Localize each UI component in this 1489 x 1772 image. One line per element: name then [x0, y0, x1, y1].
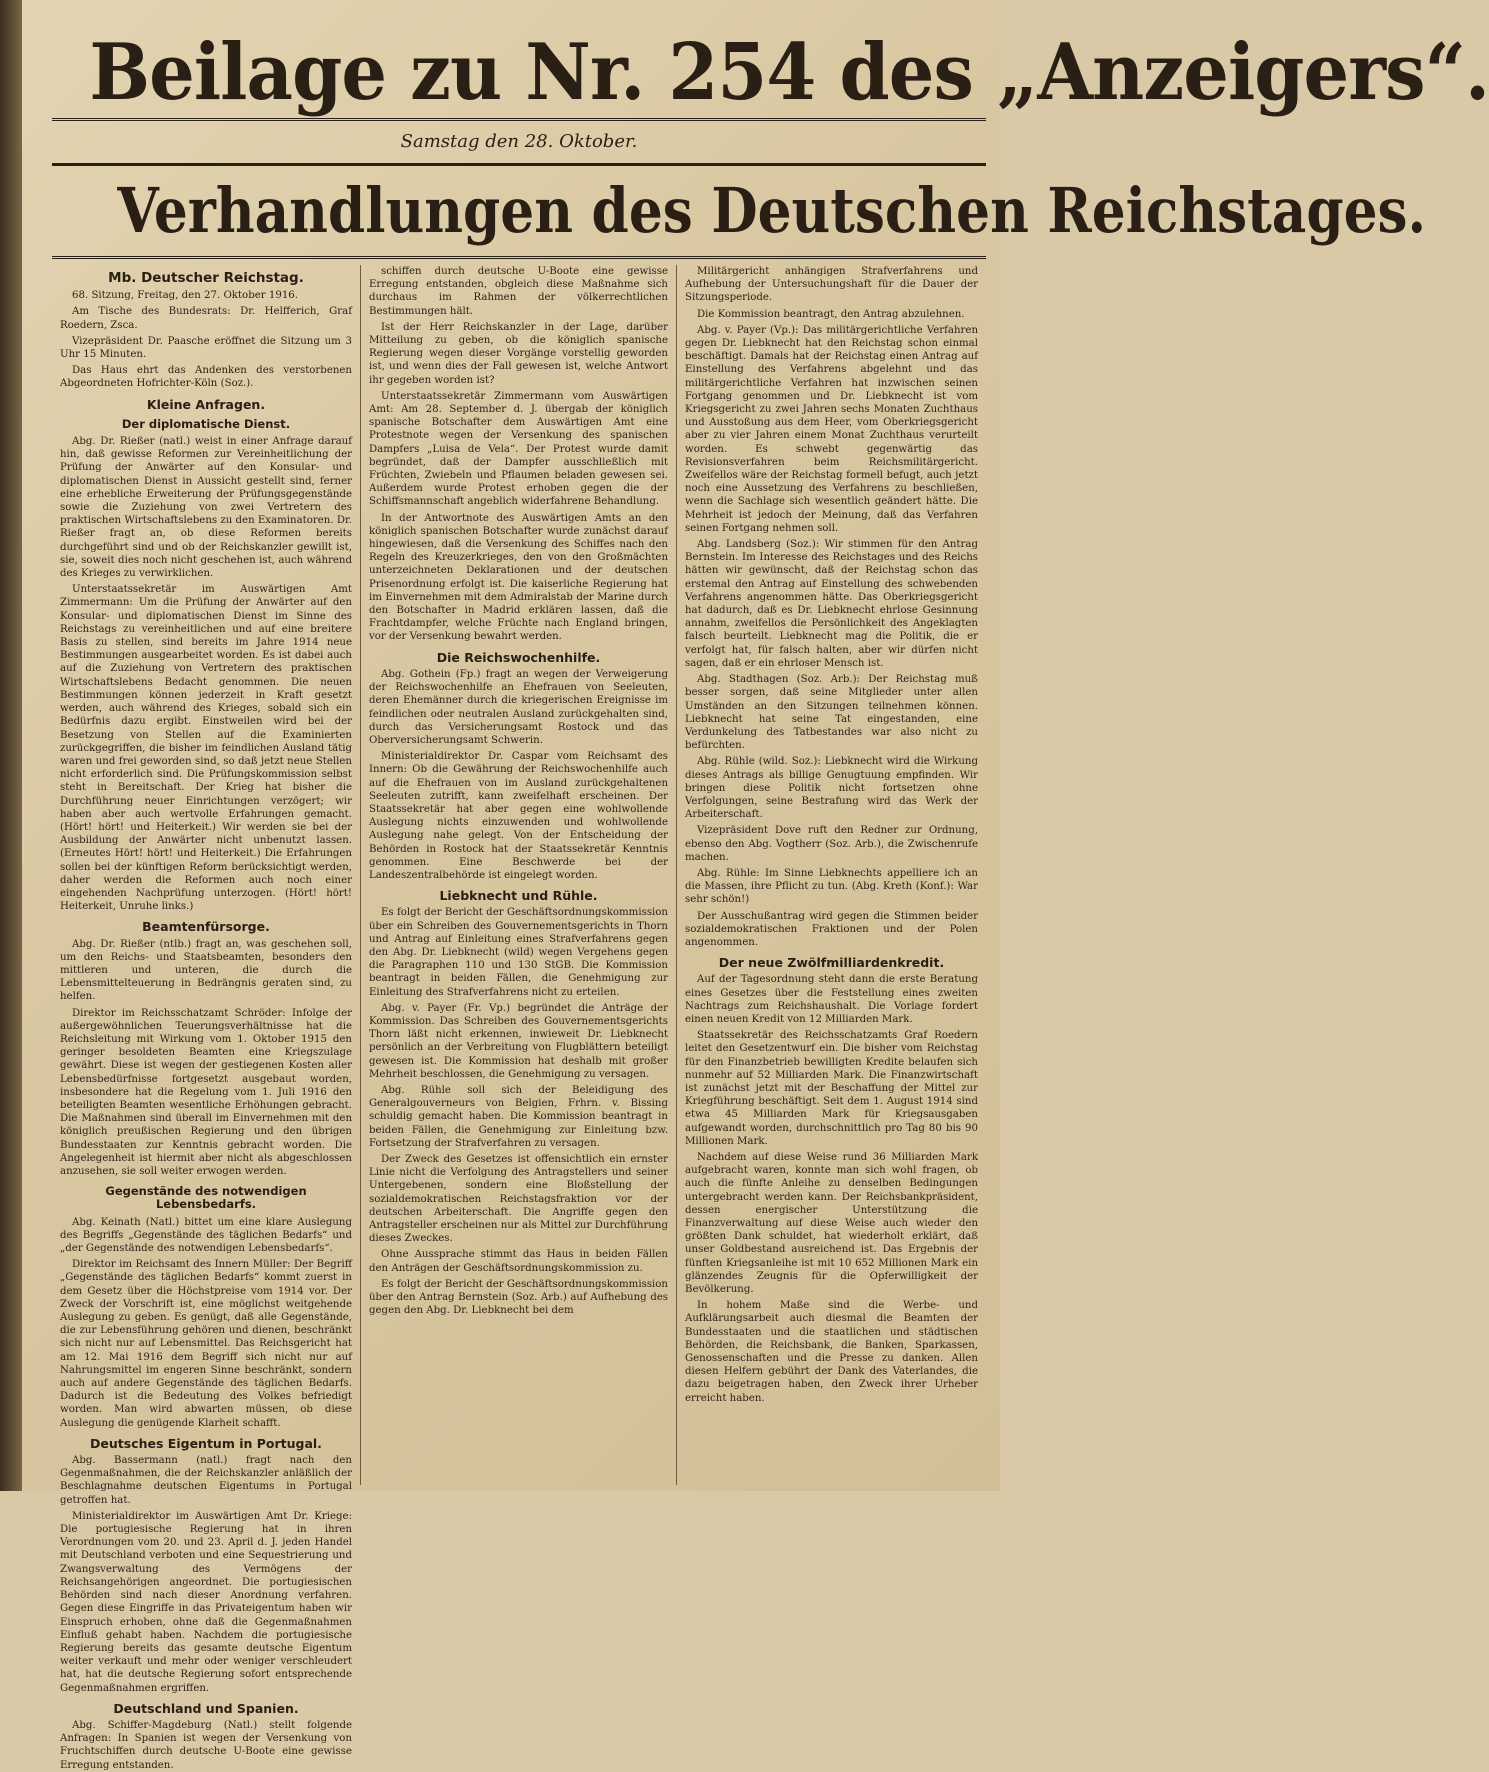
paragraph: Staatssekretär des Reichsschatzamts Graf Roedern leitet den Gesetzentwurf ein. Die bisher vom Reichstag für den Finanzbetrieb bewilligten Kredite belaufen sich nunmehr auf 52 Milliarden Mark. Die Finanzwirtschaft ist zunächst jetzt mit der Beschaffung der Mittel zur Kriegführung beschäftigt. Seit dem 1. August 1914 sind etwa 45 Milliarden Mark für Kriegsausgaben aufgewandt worden, durchschnittlich pro Tag 80 bis 90 Millionen Mark. [685, 1030, 978, 1147]
paragraph: Ministerialdirektor im Auswärtigen Amt Dr. Kriege: Die portugiesische Regierung hat in ihren Verordnungen vom 20. und 23. April d. J. jeden Handel mit Deutschland verboten und eine Sequestrierung und Zwangsverwaltung des Vermögens der Reichsangehörigen angeordnet. Die portugiesischen Behörden sind nach dieser Anordnung verfahren. Gegen diese Eingriffe in das Privateigentum haben wir Einspruch erhoben, ohne daß die Gegenmaßnahmen Einfluß gehabt haben. Nachdem die portugiesische Regierung bereits das gesamte deutsche Eigentum weiter verkauft und mehr oder weniger verschleudert hat, hat die deutsche Regierung sofort entsprechende Gegenmaßnahmen ergriffen. [60, 1510, 352, 1694]
page-headline-box [52, 166, 1427, 259]
paragraph: Direktor im Reichsamt des Innern Müller: Der Begriff „Gegenstände des täglichen Bedarfs“ kommt zuerst in dem Gesetz über die Höchstpreise vom 1914 vor. Der Zweck der Vorschrift ist, eine möglichst weitgehende Auslegung zu geben. Es genügt, daß alle Gegenstände, die zur Lebensführung gehören und dienen, beschränkt sich nicht nur auf Lebensmittel. Das Reichsgericht hat am 12. Mai 1916 dem Begriff sich nicht nur auf Nahrungsmittel im engeren Sinne beschränkt, sondern auch auf andere Gegenstände des täglichen Bedarfs. Dadurch ist die Bedeutung des Volkes befriedigt worden. Man wird abwarten müssen, ob diese Auslegung die genügende Klarheit schafft. [60, 1259, 352, 1429]
masthead-date-row [52, 121, 986, 166]
masthead [52, 0, 1489, 121]
paragraph: Abg. Dr. Rießer (ntlb.) fragt an, was geschehen soll, um den Reichs- und Staatsbeamten, besonders den mittleren und unteren, die durch die Lebensmittelteuerung in Bedrängnis geraten sind, zu helfen. [60, 938, 352, 1003]
section-title: Kleine Anfragen. [146, 396, 266, 412]
paragraph: Ist der Herr Reichskanzler in der Lage, darüber Mitteilung zu geben, ob die königlich spanische Regierung wegen dieser Vorgänge vorstellig geworden ist, und wenn dies der Fall gewesen ist, welche Antwort ihr gegeben worden ist? [369, 321, 668, 386]
paragraph: Militärgericht anhängigen Strafverfahrens und Aufhebung der Untersuchungshaft für die Dauer der Sitzungsperiode. [685, 266, 978, 304]
paragraph: Ministerialdirektor Dr. Caspar vom Reichsamt des Innern: Ob die Gewährung der Reichswochenhilfe auch auf die Ehefrauen von im Ausland zurückgehaltenen Seeleuten zutrifft, kann zweifelhaft erscheinen. Der Staatssekretär hat aber gegen eine wohlwollende Auslegung nichts einzuwenden und wohlwollende Auslegung nahe gelegt. Von der Entscheidung der Behörden in Rostock hat der Staatssekretär Kenntnis genommen. Eine Beschwerde bei der Landeszentralbehörde ist eingelegt worden. [369, 751, 668, 881]
section-title: Beamtenfürsorge. [142, 919, 270, 935]
paragraph: Abg. Gothein (Fp.) fragt an wegen der Verweigerung der Reichswochenhilfe an Ehefrauen von Seeleuten, deren Ehemänner durch die kriegerischen Ereignisse im feindlichen oder neutralen Ausland zurückgehalten sind, durch das Versicherungsamt Rostock und das Oberversicherungsamt Schwerin. [369, 668, 668, 746]
paragraph: Abg. Schiffer-Magdeburg (Natl.) stellt folgende Anfragen: In Spanien ist wegen der Versenkung von Fruchtschiffen durch deutsche U-Boote eine gewisse Erregung entstanden. [60, 1719, 352, 1771]
paragraph: Abg. Stadthagen (Soz. Arb.): Der Reichstag muß besser sorgen, daß seine Mitglieder unter allen Umständen an den Sitzungen teilnehmen können. Liebknecht hat seine Tat eingestanden, eine Verdunkelung des Tatbestandes war also nicht zu befürchten. [685, 674, 978, 752]
section-title: Liebknecht und Rühle. [439, 888, 598, 904]
paragraph: Direktor im Reichsschatzamt Schröder: Infolge der außergewöhnlichen Teuerungsverhältnisse hat die Reichsleitung mit Wirkung vom 1. Oktober 1915 den geringer besoldeten Beamten eine Kriegszulage gewährt. Diese ist wegen der gestiegenen Kosten aller Lebensbedürfnisse fortgesetzt ausgebaut worden, insbesondere hat die Regelung vom 1. Juli 1916 den beteiligten Beamten wesentliche Erhöhungen gebracht. Die Maßnahmen sind überall im Einvernehmen mit den königlich preußischen Regierung und den übrigen Bundesstaaten zur Kenntnis gebracht worden. Die Angelegenheit ist hiermit aber nicht als abgeschlossen anzusehen, sie soll weiter erwogen werden. [60, 1007, 352, 1177]
paragraph: Unterstaatssekretär Zimmermann vom Auswärtigen Amt: Am 28. September d. J. übergab der königlich spanische Botschafter dem Auswärtigen Amt eine Protestnote wegen der Versenkung des spanischen Dampfers „Luisa de Vela“. Der Protest wurde damit begründet, daß der Dampfer ausschließlich mit Früchten, Zwiebeln und Pflaumen beladen gewesen sei. Außerdem wurde Protest erhoben gegen die der Schiffsmannschaft angeblich widerfahrene Behandlung. [369, 390, 668, 508]
section-title: Deutsches Eigentum in Portugal. [90, 1435, 322, 1451]
paragraph: Der Ausschußantrag wird gegen die Stimmen beider sozialdemokratischen Fraktionen und der Polen angenommen. [685, 910, 978, 948]
article-columns [52, 259, 986, 1771]
paragraph: Abg. Rühle soll sich der Beleidigung des Generalgouverneurs von Belgien, Frhrn. v. Bissing schuldig gemacht haben. Die Kommission beantragt in beiden Fällen, die Genehmigung zur Einleitung bzw. Fortsetzung der Strafverfahren zu versagen. [369, 1084, 668, 1149]
paragraph: Abg. Rühle: Im Sinne Liebknechts appelliere ich an die Massen, ihre Pflicht zu tun. (Abg. Kreth (Konf.): War sehr schön!) [685, 867, 978, 906]
masthead-date: Samstag den 28. Oktober. [400, 131, 638, 152]
paragraph: Es folgt der Bericht der Geschäftsordnungskommission über den Antrag Bernstein (Soz. Arb.) auf Aufhebung des gegen den Abg. Dr. Liebknecht bei dem [369, 1278, 668, 1317]
paragraph: schiffen durch deutsche U-Boote eine gewisse Erregung entstanden, obgleich diese Maßnahme sich durchaus im Rahmen der völkerrechtlichen Bestimmungen hält. [369, 266, 668, 317]
paragraph: Am Tische des Bundesrats: Dr. Helfferich, Graf Roedern, Zsca. [60, 306, 352, 331]
section-heading: Mb. Deutscher Reichstag. [108, 270, 304, 286]
paragraph: Nachdem auf diese Weise rund 36 Milliarden Mark aufgebracht waren, konnte man sich wohl fragen, ob auch die fünfte Anleihe zu denselben Bedingungen untergebracht werden kann. Der Reichsbankpräsident, dessen energischer Unterstützung die Finanzverwaltung auf diese Weise auch wieder den größten Dank schuldet, hat wiederholt erklärt, daß unser Goldbestand ausreichend ist. Das Ergebnis der fünften Kriegsanleihe ist mit 10 652 Millionen Mark ein glänzendes Zeugnis für die Opferwilligkeit der Bevölkerung. [685, 1152, 978, 1296]
paragraph: Abg. v. Payer (Fr. Vp.) begründet die Anträge der Kommission. Das Schreiben des Gouvernementsgerichts Thorn läßt nicht erkennen, inwieweit Dr. Liebknecht persönlich an der Verbreitung von Flugblättern beteiligt gewesen ist. Die Kommission hat deshalb mit großer Mehrheit beschlossen, die Genehmigung zu versagen. [369, 1002, 668, 1080]
paragraph: 68. Sitzung, Freitag, den 27. Oktober 1916. [72, 290, 299, 302]
paragraph: Das Haus ehrt das Andenken des verstorbenen Abgeordneten Hofrichter-Köln (Soz.). [60, 365, 352, 390]
paragraph: Abg. v. Payer (Vp.): Das militärgerichtliche Verfahren gegen Dr. Liebknecht hat den Reichstag schon einmal beschäftigt. Damals hat der Reichstag einen Antrag auf Einstellung des Verfahrens abgelehnt und das militärgerichtliche Verfahren hat inzwischen seinen Fortgang genommen und Dr. Liebknecht ist vom Kriegsgericht zu zwei Jahren sechs Monaten Zuchthaus und Ausstoßung aus dem Heer, vom Oberkriegsgericht aber zu vier Jahren einem Monat Zuchthaus verurteilt worden. Es schwebt gegenwärtig das Revisionsverfahren beim Reichsmilitärgericht. Zweifellos wäre der Reichstag formell befugt, auch jetzt noch eine Aussetzung des Verfahrens zu beschließen, wenn die Sachlage sich wesentlich geändert hätte. Die Mehrheit ist jedoch der Meinung, daß das Verfahren seinen Fortgang nehmen soll. [685, 324, 978, 534]
section-title: Deutschland und Spanien. [113, 1700, 299, 1716]
paragraph: Auf der Tagesordnung steht dann die erste Beratung eines Gesetzes über die Feststellung eines zweiten Nachtrags zum Reichshaushalt. Die Vorlage fordert einen neuen Kredit von 12 Milliarden Mark. [685, 974, 978, 1025]
paragraph: Abg. Landsberg (Soz.): Wir stimmen für den Antrag Bernstein. Im Interesse des Reichstages und des Reichs hätten wir gewünscht, daß der Reichstag schon das erstemal den Antrag auf Einstellung des schwebenden Verfahrens angenommen hätte. Das Oberkriegsgericht hat dadurch, daß es Dr. Liebknecht ehrlose Gesinnung annahm, zweifellos die Persönlichkeit des Angeklagten falsch beurteilt. Liebknecht mag die Politik, die er verfolgt hat, für falsch halten, aber wir dürfen nicht sagen, daß er ein ehrloser Mensch ist. [685, 539, 978, 669]
paragraph: Vizepräsident Dove ruft den Redner zur Ordnung, ebenso den Abg. Vogtherr (Soz. Arb.), die Zwischenrufe machen. [685, 825, 978, 863]
page-headline: Verhandlungen des Deutschen Reichstages. [117, 174, 1427, 247]
binding-edge [0, 0, 22, 1491]
section-title: Der neue Zwölfmilliardenkredit. [718, 955, 945, 971]
paragraph: Abg. Dr. Rießer (natl.) weist in einer Anfrage darauf hin, daß gewisse Reformen zur Vereinheitlichung der Prüfung der Anwärter auf den Konsular- und diplomatischen Dienst in Aussicht gestellt sind, ferner eine erhebliche Erweiterung der Prüfungsgegenstände sowie die Zuziehung von zwei Vertretern des praktischen Wirtschaftslebens zu den Examinatoren. Dr. Rießer fragt an, ob diese Reformen bereits durchgeführt sind und ob der Reichskanzler gewillt ist, sie, soweit dies noch nicht geschehen ist, auch während des Krieges zu verwirklichen. [60, 436, 352, 580]
column-1 [52, 265, 360, 1771]
paragraph: Unterstaatssekretär im Auswärtigen Amt Zimmermann: Um die Prüfung der Anwärter auf den Konsular- und diplomatischen Dienst im Sinne des Reichstags zu vereinheitlichen und auf eine breitere Basis zu stellen, sind bereits im Jahre 1914 neue Bestimmungen ausgearbeitet worden. Es ist dabei auch auf die Zuziehung von Vertretern des praktischen Wirtschaftslebens Bedacht genommen. Die neuen Bestimmungen können jederzeit in Kraft gesetzt werden, auch während des Krieges, sobald sich ein Bedürfnis dazu ergibt. Einstweilen wird bei der Besetzung von Stellen auf die Examinierten zurückgegriffen, die bisher im feindlichen Ausland tätig waren und frei geworden sind, so daß jetzt neue Stellen nicht erforderlich sind. Die Prüfungskommission selbst steht in Bereitschaft. Der Krieg hat bisher die Durchführung neuer Einrichtungen verzögert; wir haben aber auch wertvolle Erfahrungen gemacht. (Hört! hört! und Heiterkeit.) Wir werden sie bei der Ausbildung der Anwärter nicht unbenutzt lassen. (Erneutes Hört! hört! und Heiterkeit.) Die Erfahrungen sollen bei der künftigen Reform berücksichtigt werden, daher werden die Reformen auch noch einer eingehenden Nachprüfung unterzogen. (Hört! hört! Heiterkeit, Unruhe links.) [60, 584, 352, 913]
paragraph: Der Zweck des Gesetzes ist offensichtlich ein ernster Linie nicht die Verfolgung des Antragstellers und seiner Untergebenen, sondern eine Bloßstellung der sozialdemokratischen Reichstagsfraktion vor der deutschen Arbeiterschaft. Die Angriffe gegen den Antragsteller erscheinen nur als Mittel zur Durchführung dieses Zweckes. [369, 1154, 668, 1245]
paragraph: Vizepräsident Dr. Paasche eröffnet die Sitzung um 3 Uhr 15 Minuten. [60, 335, 352, 361]
column-3 [676, 265, 986, 1485]
section-title: Gegenstände des notwendigen Lebensbedarfs. [105, 1184, 307, 1212]
paragraph: Es folgt der Bericht der Geschäftsordnungskommission über ein Schreiben des Gouvernementsgerichts in Thorn und Antrag auf Einleitung eines Strafverfahrens gegen den Abg. Dr. Liebknecht (wild) wegen Vergehens gegen die Paragraphen 110 und 130 StGB. Die Kommission beantragt in beiden Fällen, die Genehmigung zur Einleitung des Strafverfahrens nicht zu erteilen. [369, 907, 668, 998]
paragraph: Abg. Bassermann (natl.) fragt nach den Gegenmaßnahmen, die der Reichskanzler anläßlich der Beschlagnahme deutschen Eigentums in Portugal getroffen hat. [60, 1455, 352, 1506]
paragraph: Die Kommission beantragt, den Antrag abzulehnen. [697, 308, 965, 320]
section-subtitle: Der diplomatische Dienst. [121, 416, 291, 431]
column-2 [360, 265, 676, 1485]
paragraph: Abg. Keinath (Natl.) bittet um eine klare Auslegung des Begriffs „Gegenstände des täglichen Bedarfs“ und „der Gegenstände des notwendigen Lebensbedarfs“. [60, 1216, 352, 1255]
paragraph: Ohne Aussprache stimmt das Haus in beiden Fällen den Anträgen der Geschäftsordnungskommission zu. [369, 1249, 668, 1274]
paragraph: In der Antwortnote des Auswärtigen Amts an den königlich spanischen Botschafter wurde zunächst darauf hingewiesen, daß die Versenkung des Schiffes nach den Regeln des Kreuzerkrieges, den von den Großmächten unterzeichneten Deklarationen und der deutschen Prisenordnung erfolgt ist. Die kaiserliche Regierung hat im Einvernehmen mit dem Admiralstab der Marine durch den Botschafter in Madrid erklären lassen, daß die Frachtdampfer, welche Früchte nach England bringen, vor der Versenkung bewahrt werden. [369, 512, 668, 643]
paragraph: In hohem Maße sind die Werbe- und Aufklärungsarbeit auch diesmal die Beamten der Bundesstaaten und die staatlichen und städtischen Behörden, die Reichsbank, die Banken, Sparkassen, Genossenschaften und die Presse zu danken. Allen diesen Helfern gebührt der Dank des Vaterlandes, die dazu beigetragen haben, den Zweck ihrer Urheber erreicht haben. [685, 1300, 978, 1404]
masthead-title: Beilage zu Nr. 254 des „Anzeigers“. [89, 27, 1489, 118]
section-title: Die Reichswochenhilfe. [436, 649, 601, 665]
paragraph: Abg. Rühle (wild. Soz.): Liebknecht wird die Wirkung dieses Antrags als billige Genugtuung empfinden. Wir bringen diese Politik nicht fortsetzen ohne Verfolgungen, seine Bestrafung wird das Werk der Arbeiterschaft. [685, 756, 978, 821]
